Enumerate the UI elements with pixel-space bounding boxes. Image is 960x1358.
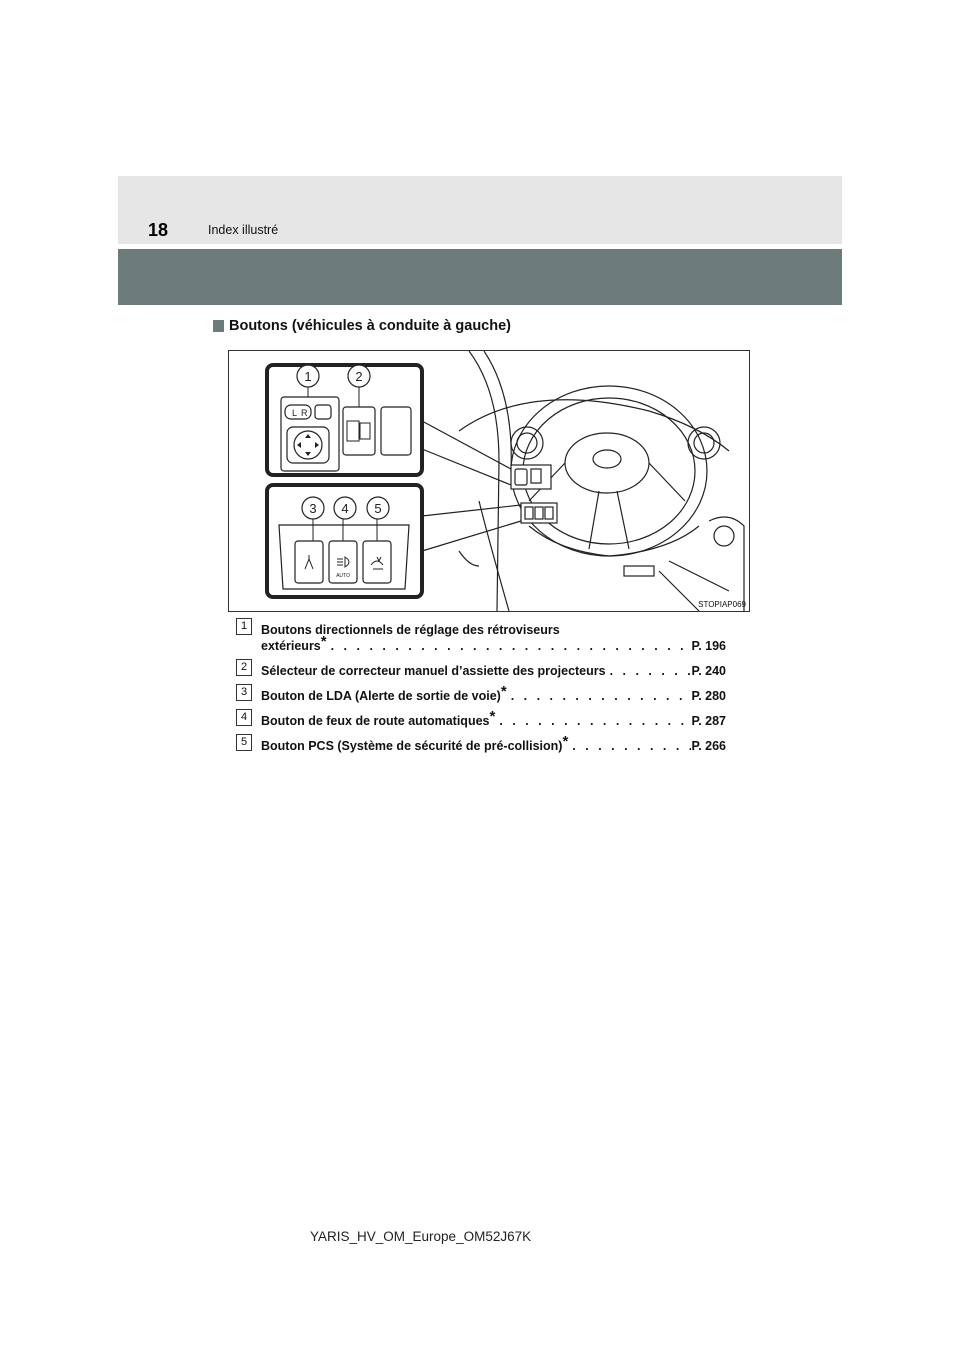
- page-reference-link[interactable]: P. 266: [691, 739, 726, 753]
- dashboard-illustration: [228, 350, 750, 612]
- item-label-line1: Boutons directionnels de réglage des rétroviseurs: [261, 623, 560, 637]
- page-reference-link[interactable]: P. 287: [691, 714, 726, 728]
- asterisk-icon: *: [500, 683, 507, 700]
- figure-code: STOPIAP069: [698, 600, 746, 609]
- callout-3: 3: [309, 501, 317, 516]
- asterisk-icon: *: [489, 708, 496, 725]
- asterisk-icon: *: [562, 733, 569, 750]
- asterisk-icon: *: [320, 633, 327, 650]
- document-footer: YARIS_HV_OM_Europe_OM52J67K: [310, 1229, 532, 1244]
- page-reference-link[interactable]: P. 280: [691, 689, 726, 703]
- button-list: [236, 622, 726, 763]
- item-label: Bouton PCS (Système de sécurité de pré-collision): [261, 739, 563, 753]
- auto-label: AUTO: [336, 573, 350, 579]
- header-band: [118, 249, 842, 305]
- heading-text: Boutons (véhicules à conduite à gauche): [229, 318, 511, 334]
- list-item: [236, 622, 726, 654]
- header-bar: [118, 176, 842, 244]
- list-item: [236, 708, 726, 729]
- dot-leader: [495, 713, 691, 729]
- heading-square-icon: [213, 320, 224, 332]
- mirror-switch-letter-r: R: [301, 408, 308, 418]
- page-reference-link[interactable]: P. 196: [691, 639, 726, 653]
- page-number: 18: [148, 220, 169, 240]
- item-number: 2: [236, 659, 252, 676]
- page-reference-link[interactable]: P. 240: [691, 664, 726, 678]
- section-heading: [213, 318, 511, 334]
- dot-leader: [507, 688, 692, 704]
- item-number: 5: [236, 734, 252, 751]
- dot-leader: [568, 738, 691, 754]
- callout-1: 1: [304, 369, 312, 384]
- item-label: Bouton de LDA (Alerte de sortie de voie): [261, 689, 501, 703]
- item-label: Sélecteur de correcteur manuel d’assiette des projecteurs: [261, 664, 606, 678]
- item-label: extérieurs: [261, 639, 321, 653]
- callout-5: 5: [374, 501, 382, 516]
- callout-4: 4: [341, 501, 349, 516]
- section-title: Index illustré: [208, 223, 279, 237]
- dashboard-drawing: [229, 351, 749, 611]
- mirror-switch-letter-l: L: [292, 408, 298, 418]
- item-number: 3: [236, 684, 252, 701]
- dot-leader: [327, 638, 692, 654]
- list-item: [236, 663, 726, 679]
- item-label: Bouton de feux de route automatiques: [261, 714, 490, 728]
- item-number: 1: [236, 618, 252, 635]
- callout-2: 2: [355, 369, 363, 384]
- list-item: [236, 733, 726, 754]
- item-number: 4: [236, 709, 252, 726]
- list-item: [236, 683, 726, 704]
- dot-leader: [606, 663, 692, 679]
